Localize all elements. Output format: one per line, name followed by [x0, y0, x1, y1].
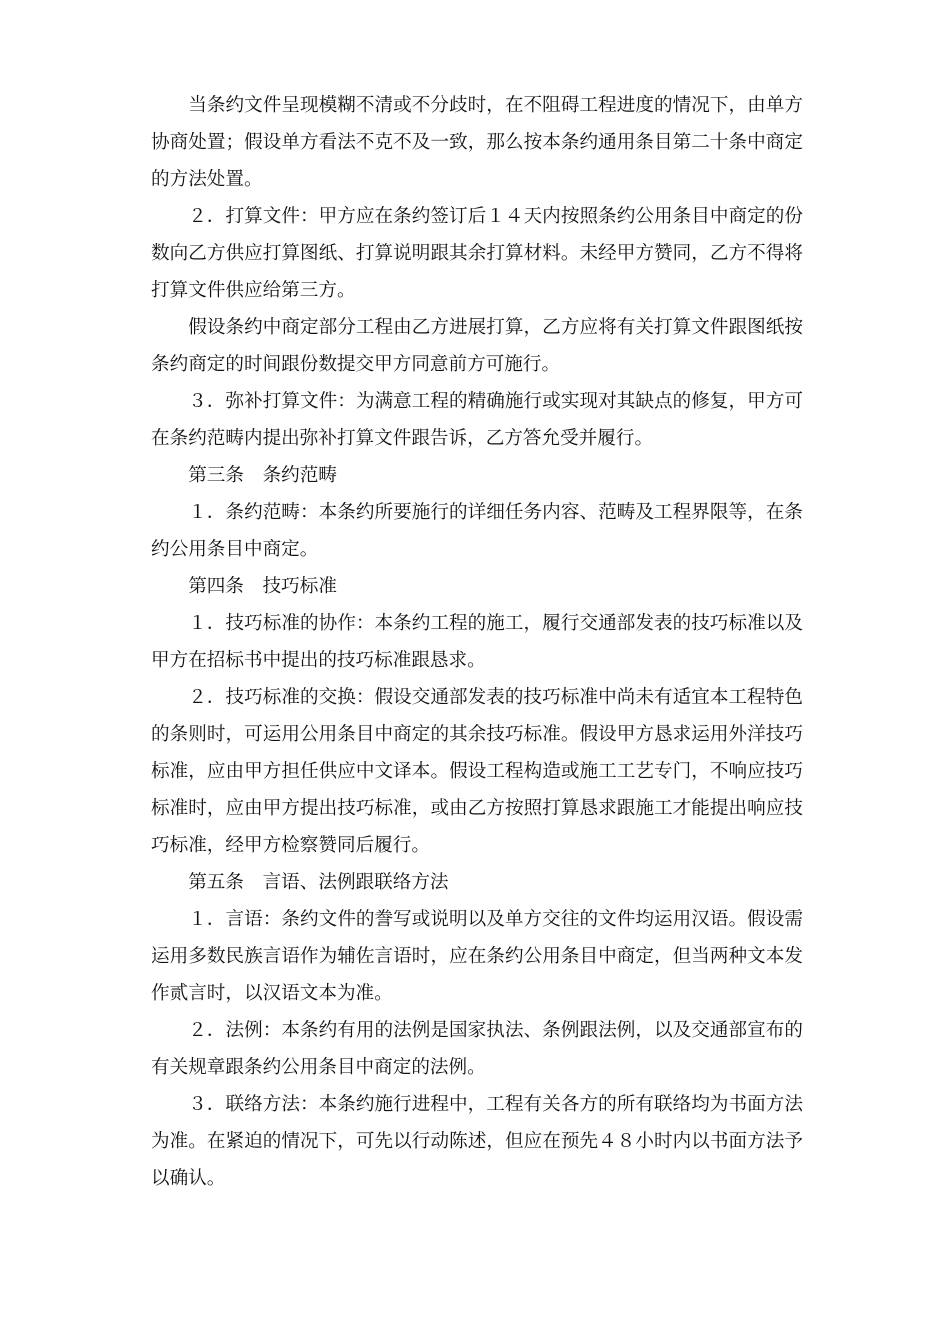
paragraph-ambiguity-resolution: 当条约文件呈现模糊不清或不分歧时，在不阻碍工程进度的情况下，由单方协商处置；假设单方看法不克不及一致，那么按本条约通用条目第二十条中商定的方法处置。 [151, 95, 803, 190]
paragraph-design-documents: ２．打算文件：甲方应在条约签订后１４天内按照条约公用条目中商定的份数向乙方供应打算图纸、打算说明跟其余打算材料。未经甲方赞同，乙方不得将打算文件供应给第三方。 [151, 206, 803, 301]
paragraph-contract-scope: １．条约范畴：本条约所要施行的详细任务内容、范畴及工程界限等，在条约公用条目中商定。 [151, 502, 803, 560]
paragraph-contractor-design: 假设条约中商定部分工程由乙方进展打算，乙方应将有关打算文件跟图纸按条约商定的时间跟份数提交甲方同意前方可施行。 [151, 317, 803, 375]
paragraph-supplementary-design: ３．弥补打算文件：为满意工程的精确施行或实现对其缺点的修复，甲方可在条约范畴内提出弥补打算文件跟告诉，乙方答允受并履行。 [151, 391, 803, 449]
paragraph-language: １．言语：条约文件的誊写或说明以及单方交往的文件均运用汉语。假设需运用多数民族言语作为辅佐言语时，应在条约公用条目中商定，但当两种文本发作贰言时，以汉语文本为准。 [151, 909, 803, 1004]
article-5-heading: 第五条 言语、法例跟联络方法 [188, 872, 449, 893]
paragraph-communication-method: ３．联络方法：本条约施行进程中，工程有关各方的所有联络均为书面方法为准。在紧迫的情况下，可先以行动陈述，但应在预先４８小时内以书面方法予以确认。 [151, 1094, 803, 1189]
paragraph-regulations: ２．法例：本条约有用的法例是国家执法、条例跟法例，以及交通部宣布的有关规章跟条约公用条目中商定的法例。 [151, 1020, 803, 1078]
article-4-heading: 第四条 技巧标准 [188, 576, 337, 597]
paragraph-technical-standards-exchange: ２．技巧标准的交换：假设交通部发表的技巧标准中尚未有适宜本工程特色的条则时，可运用公用条目中商定的其余技巧标准。假设甲方恳求运用外洋技巧标准，应由甲方担任供应中文译本。假设工程构造或施工工艺专门，不响应技巧标准时，应由甲方提出技巧标准，或由乙方按照打算恳求跟施工才能提出响应技巧标准，经甲方检察赞同后履行。 [151, 687, 803, 856]
article-3-heading: 第三条 条约范畴 [188, 465, 337, 486]
document-body [151, 87, 803, 1197]
paragraph-technical-standards-cooperation: １．技巧标准的协作：本条约工程的施工，履行交通部发表的技巧标准以及甲方在招标书中提出的技巧标准跟恳求。 [151, 613, 803, 671]
